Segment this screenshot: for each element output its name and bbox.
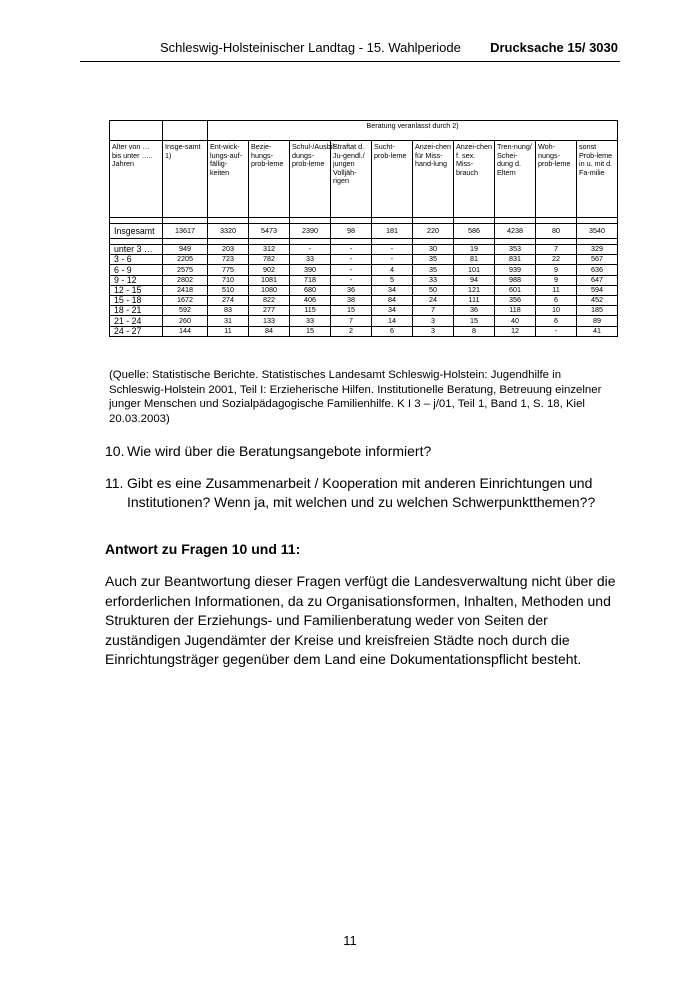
- question-number: 10.: [105, 443, 125, 459]
- table-cell: 84: [249, 326, 290, 336]
- table-cell: 121: [454, 285, 495, 295]
- table-cell: 2: [331, 326, 372, 336]
- table-cell: 5: [372, 275, 413, 285]
- page-header: [80, 40, 620, 62]
- table-cell: -: [536, 326, 577, 336]
- table-group-header-row: [110, 121, 618, 141]
- table-cell: 181: [372, 224, 413, 239]
- table-cell: 40: [495, 316, 536, 326]
- answer-text: Auch zur Beantwortung dieser Fragen verfügt die Landesverwaltung nicht über die erforderlichen Informationen, da zu Organisationsformen, Inhalten, Methoden und Strukturen der Erziehungs- und Familienberatung weder von Seiten der zuständigen Jugendämter der Kreise und kreisfreien Städte noch durch die Einrichtungsträger gegenüber dem Land eine Dokumentationspflicht besteht.: [105, 573, 616, 667]
- table-cell: 81: [454, 255, 495, 265]
- table-cell: 390: [290, 265, 331, 275]
- table-cell: 89: [577, 316, 618, 326]
- table-cell: 36: [331, 285, 372, 295]
- table-column-header-row: [110, 141, 618, 218]
- table-cell: 98: [331, 224, 372, 239]
- table-cell: 356: [495, 295, 536, 305]
- table-row: [110, 255, 618, 265]
- table-cell: 115: [290, 306, 331, 316]
- table-cell: -: [331, 275, 372, 285]
- table-cell: -: [331, 265, 372, 275]
- table-row: [110, 275, 618, 285]
- table-cell: 133: [249, 316, 290, 326]
- table-cell: 6: [536, 295, 577, 305]
- column-header: sonst Prob-leme in u. mit d. Fa-milie: [577, 141, 618, 218]
- table-cell: 111: [454, 295, 495, 305]
- table-cell: 10: [536, 306, 577, 316]
- table-row: [110, 285, 618, 295]
- question-text: Gibt es eine Zusammenarbeit / Kooperation mit anderen Einrichtungen und Institutionen? Wenn ja, mit welchen und zu welchen Schwerpunktthemen??: [127, 475, 596, 510]
- table-row: [110, 316, 618, 326]
- row-label: 18 - 21: [110, 306, 163, 316]
- table-cell: 13617: [163, 224, 208, 239]
- table-cell: 988: [495, 275, 536, 285]
- table-cell: 15: [331, 306, 372, 316]
- table-cell: 118: [495, 306, 536, 316]
- table-cell: 34: [372, 306, 413, 316]
- table-cell: 2205: [163, 255, 208, 265]
- table-cell: -: [331, 255, 372, 265]
- table-cell: 83: [208, 306, 249, 316]
- table-cell: 4: [372, 265, 413, 275]
- column-header: Bezie-hungs-prob-leme: [249, 141, 290, 218]
- question-11: [105, 474, 605, 512]
- table-cell: 203: [208, 245, 249, 255]
- row-label: 24 - 27: [110, 326, 163, 336]
- table-cell: -: [331, 245, 372, 255]
- table-cell: 1672: [163, 295, 208, 305]
- table-cell: 260: [163, 316, 208, 326]
- table-cell: 680: [290, 285, 331, 295]
- table-cell: 2575: [163, 265, 208, 275]
- table-cell: 35: [413, 255, 454, 265]
- row-label: unter 3 …: [110, 245, 163, 255]
- table-cell: 84: [372, 295, 413, 305]
- table-cell: 31: [208, 316, 249, 326]
- column-header: Anzei-chen für Miss-hand-lung: [413, 141, 454, 218]
- table-row: [110, 245, 618, 255]
- question-number: 11.: [105, 475, 124, 491]
- table-cell: 6: [372, 326, 413, 336]
- table-cell: 41: [577, 326, 618, 336]
- table-cell: 902: [249, 265, 290, 275]
- table-cell: 101: [454, 265, 495, 275]
- table-row: [110, 265, 618, 275]
- column-header: Schul-/Ausbil-dungs-prob-leme: [290, 141, 331, 218]
- table-cell: 510: [208, 285, 249, 295]
- table-row: [110, 306, 618, 316]
- column-header: Anzei-chen f. sex. Miss-brauch: [454, 141, 495, 218]
- table-cell: 14: [372, 316, 413, 326]
- table-cell: 353: [495, 245, 536, 255]
- table-cell: 939: [495, 265, 536, 275]
- table-cell: 775: [208, 265, 249, 275]
- table-cell: 30: [413, 245, 454, 255]
- table-cell: 6: [536, 316, 577, 326]
- table-cell: 15: [290, 326, 331, 336]
- row-label: 12 - 15: [110, 285, 163, 295]
- table-cell: 723: [208, 255, 249, 265]
- table-cell: 7: [331, 316, 372, 326]
- table-cell: 710: [208, 275, 249, 285]
- table-cell: 452: [577, 295, 618, 305]
- table-cell: 2802: [163, 275, 208, 285]
- table-cell: 50: [413, 285, 454, 295]
- question-10: [105, 442, 605, 461]
- table-cell: 2418: [163, 285, 208, 295]
- table-cell: 38: [331, 295, 372, 305]
- table-cell: 7: [536, 245, 577, 255]
- question-text: Wie wird über die Beratungsangebote informiert?: [127, 443, 432, 459]
- table-cell: 24: [413, 295, 454, 305]
- table-cell: 567: [577, 255, 618, 265]
- column-header: Tren-nung/ Schei-dung d. Eltern: [495, 141, 536, 218]
- table-cell: 12: [495, 326, 536, 336]
- total-row-label: Insgesamt: [110, 224, 163, 239]
- row-label: 6 - 9: [110, 265, 163, 275]
- table-cell: -: [372, 255, 413, 265]
- table-cell: 8: [454, 326, 495, 336]
- table-cell: 822: [249, 295, 290, 305]
- source-note: (Quelle: Statistische Berichte. Statistisches Landesamt Schleswig-Holstein: Jugendhilfe in Schleswig-Holstein 2001, Teil I: Erzieherische Hilfen. Institutionelle Beratung, Betreuung einzelner junger Menschen und Sozialpädagogische Familienhilfe. K I 3 – j/01, Teil 1, Band 1, S. 18, Kiel 20.03.2003): [109, 369, 602, 425]
- table-cell: 406: [290, 295, 331, 305]
- table-cell: 36: [454, 306, 495, 316]
- row-label: 3 - 6: [110, 255, 163, 265]
- table-cell: 594: [577, 285, 618, 295]
- column-header: Sucht-prob-leme: [372, 141, 413, 218]
- table-cell: 601: [495, 285, 536, 295]
- table-cell: 586: [454, 224, 495, 239]
- table-cell: 19: [454, 245, 495, 255]
- table-cell: 647: [577, 275, 618, 285]
- table-cell: 3320: [208, 224, 249, 239]
- table-cell: 11: [536, 285, 577, 295]
- table-cell: 2390: [290, 224, 331, 239]
- header-divider: [80, 61, 620, 62]
- table-cell: 592: [163, 306, 208, 316]
- column-header: Straftat d. Ju-gendl./ jungen Volljäh-rigen: [331, 141, 372, 218]
- group-header: Beratung veranlasst durch 2): [208, 121, 618, 141]
- table-cell: 1080: [249, 285, 290, 295]
- table-cell: 5473: [249, 224, 290, 239]
- page-number: 11: [343, 933, 357, 948]
- header-title: Schleswig-Holsteinischer Landtag - 15. Wahlperiode: [160, 40, 461, 55]
- column-header-total: Insge-samt 1): [163, 141, 208, 218]
- row-label: 9 - 12: [110, 275, 163, 285]
- table-cell: 33: [413, 275, 454, 285]
- table-cell: 185: [577, 306, 618, 316]
- table-cell: 636: [577, 265, 618, 275]
- table-cell: 274: [208, 295, 249, 305]
- table-cell: 94: [454, 275, 495, 285]
- table-row: [110, 295, 618, 305]
- table-cell: 9: [536, 265, 577, 275]
- table-cell: 718: [290, 275, 331, 285]
- table-cell: 277: [249, 306, 290, 316]
- row-label: 15 - 18: [110, 295, 163, 305]
- table-cell: 80: [536, 224, 577, 239]
- table-cell: 329: [577, 245, 618, 255]
- answer-heading: Antwort zu Fragen 10 und 11:: [105, 541, 301, 557]
- table-cell: 7: [413, 306, 454, 316]
- column-header: Woh-nungs-prob-leme: [536, 141, 577, 218]
- table-cell: 3540: [577, 224, 618, 239]
- table-cell: 220: [413, 224, 454, 239]
- document-reference: Drucksache 15/ 3030: [490, 40, 618, 55]
- table-total-row: [110, 224, 618, 239]
- table-cell: 4238: [495, 224, 536, 239]
- table-cell: 3: [413, 316, 454, 326]
- table-cell: 144: [163, 326, 208, 336]
- table-cell: 22: [536, 255, 577, 265]
- table-cell: 949: [163, 245, 208, 255]
- table-cell: 9: [536, 275, 577, 285]
- table-cell: -: [290, 245, 331, 255]
- table-cell: 782: [249, 255, 290, 265]
- column-header-age: Alter von … bis unter ….. Jahren: [110, 141, 163, 218]
- table-cell: 34: [372, 285, 413, 295]
- table-cell: 3: [413, 326, 454, 336]
- table-cell: -: [372, 245, 413, 255]
- table-cell: 831: [495, 255, 536, 265]
- row-label: 21 - 24: [110, 316, 163, 326]
- table-row: [110, 326, 618, 336]
- table-cell: 33: [290, 255, 331, 265]
- column-header: Ent-wick-lungs-auf-fällig-keiten: [208, 141, 249, 218]
- table-cell: 35: [413, 265, 454, 275]
- table-cell: 312: [249, 245, 290, 255]
- table-cell: 15: [454, 316, 495, 326]
- table-cell: 33: [290, 316, 331, 326]
- table-cell: 11: [208, 326, 249, 336]
- statistics-table: [109, 120, 618, 337]
- table-cell: 1081: [249, 275, 290, 285]
